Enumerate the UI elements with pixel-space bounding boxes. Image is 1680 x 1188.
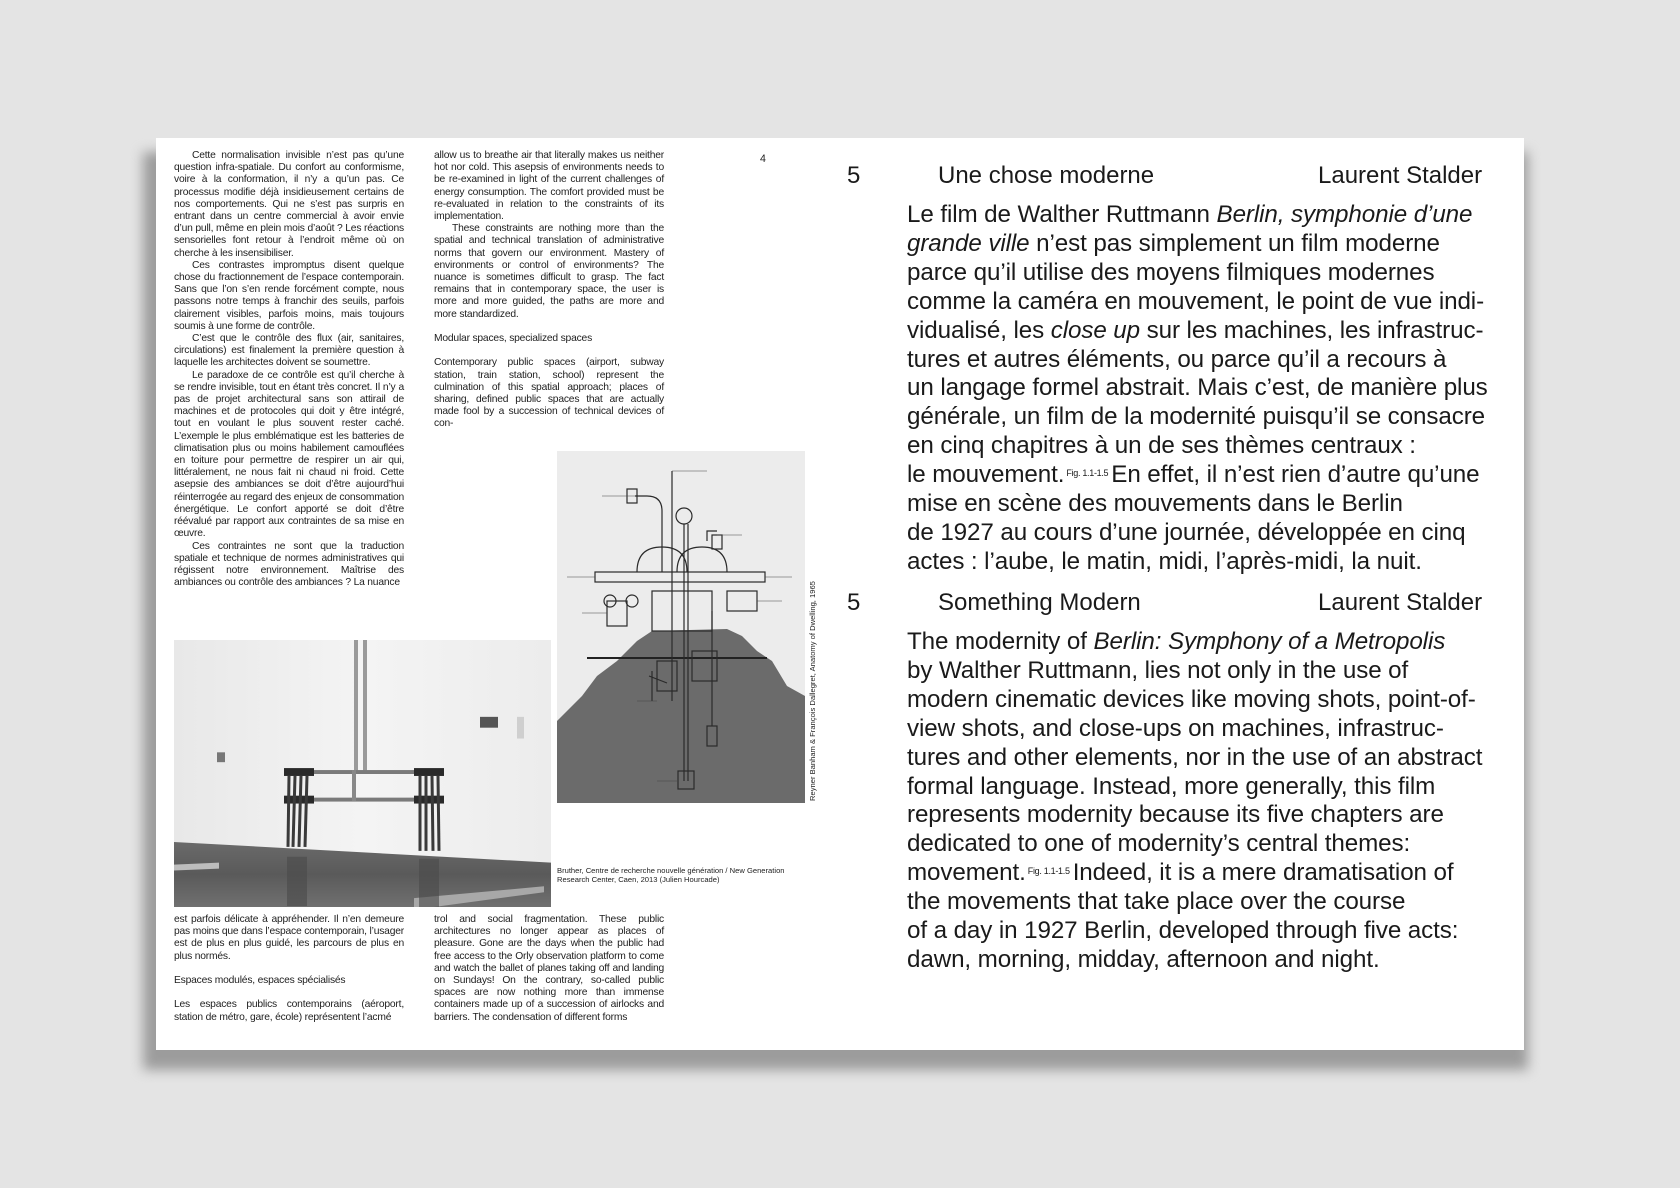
text-run: en cinq chapitres à un de ses thèmes centraux :: [907, 432, 1416, 460]
text-line: [907, 259, 1507, 288]
text-run: tures et autres éléments, ou parce qu’il a recours à: [907, 345, 1447, 373]
text-run: of a day in 1927 Berlin, developed through five acts:: [907, 917, 1459, 945]
section-title: Une chose moderne: [938, 162, 1155, 189]
architecture-photo: [174, 640, 551, 907]
text-line: [907, 230, 1507, 259]
text-run: actes : l’aube, le matin, midi, l’après-midi, la nuit.: [907, 547, 1422, 575]
italic-title: Berlin: Symphony of a Metropolis: [1093, 628, 1446, 655]
text-run: movement.: [907, 859, 1026, 887]
text-line: [907, 346, 1507, 375]
section-number: 5: [847, 589, 861, 616]
text-run: mise en scène des mouvements dans le Berlin: [907, 490, 1403, 518]
photo-manifold-pipes: [174, 640, 551, 907]
text-run: tures and other elements, nor in the use of an abstract: [907, 743, 1483, 771]
text-run: En effet, il n’est rien d’autre qu’une: [1111, 461, 1480, 489]
text-run: générale, un film de la modernité puisqu’il se consacre: [907, 403, 1486, 431]
text-run: Le film de Walther Ruttmann: [907, 201, 1217, 228]
text-line: [907, 548, 1507, 577]
text-line: [907, 288, 1507, 317]
text-line: [907, 461, 1507, 490]
section-title: Something Modern: [938, 589, 1141, 616]
left-column-1-top: [174, 150, 404, 589]
paragraph: allow us to breathe air that literally makes us neither hot nor cold. This asepsis of environments needs to be re-examined in light of the current challenges of energy consumption. The comfort provided must be re-evaluated in relation to the constraints of its implementation.: [434, 150, 664, 223]
book-spread: [156, 138, 1524, 1050]
paragraph: Ces contraintes ne sont que la traduction spatiale et technique de normes administratives qui régissent notre environnement. Maîtrise des ambiances ou contrôle des ambiances ? La nuance: [174, 540, 404, 589]
paragraph: est parfois délicate à appréhender. Il n’en demeure pas moins que dans l’espace contemporain, l’usager est de plus en plus guidé, les parcours de plus en plus normés.: [174, 914, 404, 962]
paragraph: Les espaces publics contemporains (aéroport, station de métro, gare, école) représentent l’acmé: [174, 999, 404, 1023]
left-column-2-top: [434, 150, 664, 431]
text-run: parce qu’il utilise des moyens filmiques modernes: [907, 258, 1435, 286]
text-line: [907, 432, 1507, 461]
text-run: modern cinematic devices like moving shots, point-of-: [907, 685, 1476, 713]
section-author: Laurent Stalder: [1318, 162, 1483, 189]
text-run: formal language. Instead, more generally, this film: [907, 772, 1436, 800]
text-line: [907, 490, 1507, 519]
paragraph: Ces contrastes impromptus disent quelque chose du fractionnement de l’espace contemporain. Sans que l’on s’en rende forcément compte, nous passons notre temps à franchir des seuils, parfois clairement visibles, parfois moins, mais toujours soumis à une forme de contrôle.: [174, 259, 404, 332]
photo-caption-line: Research Center, Caen, 2013 (Julien Hourcade): [557, 875, 720, 884]
text-line: [907, 374, 1507, 403]
paragraph: trol and social fragmentation. These public architectures no longer appear as places of pleasure. Gone are the days when the public had free access to the Orly observation platform to come and watch the ballet of planes taking off and landing on Sundays! On the contrary, so-called public spaces are now nothing more than immense containers made up of a succession of airlocks and barriers. The condensation of different forms: [434, 914, 664, 1023]
text-run: n’est pas simplement un film moderne: [1029, 229, 1440, 257]
text-run: le mouvement.: [907, 461, 1065, 489]
text-run: de 1927 au cours d’une journée, développée en cinq: [907, 518, 1466, 546]
diagram-illustration: [557, 451, 805, 803]
text-line: [907, 801, 1507, 830]
text-line: [907, 628, 1507, 657]
text-line: [907, 888, 1507, 917]
text-run: comme la caméra en mouvement, le point de vue indi-: [907, 287, 1485, 315]
text-run: Indeed, it is a mere dramatisation of: [1072, 859, 1454, 887]
text-run: sur les machines, les infrastruc-: [1140, 316, 1484, 344]
text-run: by Walther Ruttmann, lies not only in the use of: [907, 656, 1409, 684]
photo-caption-line: Bruther, Centre de recherche nouvelle génération / New Generation: [557, 866, 785, 875]
figure-reference: Fig. 1.1-1.5: [1027, 866, 1070, 877]
text-line: [907, 657, 1507, 686]
text-run: dawn, morning, midday, afternoon and night.: [907, 945, 1380, 973]
text-line: [907, 201, 1507, 230]
text-line: [907, 686, 1507, 715]
text-run: dedicated to one of modernity’s central themes:: [907, 830, 1411, 858]
text-line: [907, 773, 1507, 802]
text-run: vidualisé, les: [907, 316, 1051, 344]
paragraph: Le paradoxe de ce contrôle est qu’il cherche à se rendre invisible, tout en étant très concret. Il n’y a pas de projet architectural sans son attirail de machines et de protocoles qui doit y être intégré, tout en voulant le plus souvent rester caché. L’exemple le plus emblématique est les batteries de climatisation plus ou moins habilement camouflées en toiture pour permettre de respirer un air qui, littéralement, ne nous fait ni chaud ni froid. Cette asepsie des ambiances se doit d’être aujourd’hui réinterrogée au regard des enjeux de consommation énergétique. Le confort apporté se doit d’être réévalué par rapport aux contraintes de sa mise en œuvre.: [174, 369, 404, 540]
text-run: the movements that take place over the course: [907, 888, 1406, 916]
page-number: 4: [760, 153, 766, 165]
text-line: [907, 830, 1507, 859]
section-body: [907, 628, 1507, 975]
text-line: [907, 744, 1507, 773]
left-column-1-bottom: [174, 914, 404, 1024]
paragraph: C’est que le contrôle des flux (air, sanitaires, circulations) est finalement la première question à laquelle les architectes doivent se soumettre.: [174, 333, 404, 369]
text-line: [907, 917, 1507, 946]
photo-caption: [557, 866, 817, 884]
text-run: The modernity of: [907, 628, 1094, 655]
text-run: represents modernity because its five chapters are: [907, 801, 1444, 829]
text-run: view shots, and close-ups on machines, infrastruc-: [907, 714, 1444, 742]
text-line: [907, 715, 1507, 744]
italic-title: grande ville: [907, 229, 1030, 257]
left-column-2-bottom: [434, 914, 664, 1024]
section-number: 5: [847, 162, 861, 189]
section-author: Laurent Stalder: [1318, 589, 1483, 616]
section-heading-fr: Espaces modulés, espaces spécialisés: [174, 975, 346, 986]
text-line: [907, 519, 1507, 548]
text-line: [907, 403, 1507, 432]
paragraph: Cette normalisation invisible n’est pas qu’une question infra-spatiale. Du confort au conformisme, voire à la conformation, il n’y a qu’un pas. Ce processus modifie déjà insidieusement certains de nos comportements. Qui ne s’est pas surpris en entrant dans un centre commercial à avoir envie d’un pull, même en plein mois d’août ? Les réactions sensorielles font retour à l’endroit même où on cherche à les insensibiliser.: [174, 150, 404, 259]
figure-reference: Fig. 1.1-1.5: [1066, 468, 1109, 479]
paragraph: Contemporary public spaces (airport, subway station, train station, school) represent the culmination of this spatial approach; places of sharing, defined public spaces that are actually made fool by a succession of technical devices of con-: [434, 357, 664, 430]
italic-title: Berlin, symphonie d’une: [1216, 201, 1473, 228]
paragraph: These constraints are nothing more than the spatial and technical translation of administrative norms that govern our environment. Mastery of environments or control of environments? The nuance is sometimes difficult to grasp. The fact remains that in contemporary space, the user is more and more guided, the paths are more and more standardized.: [434, 223, 664, 320]
text-line: [907, 946, 1507, 975]
italic-title: close up: [1050, 316, 1140, 344]
text-run: un langage formel abstrait. Mais c’est, de manière plus: [907, 374, 1488, 402]
diagram-credit: Reyner Banham & François Dallegret, Anatomy of Dwelling, 1965: [808, 581, 817, 801]
section-heading-en: Modular spaces, specialized spaces: [434, 333, 593, 345]
anatomy-of-dwelling-diagram: [557, 451, 805, 803]
text-line: [907, 859, 1507, 888]
text-line: [907, 317, 1507, 346]
section-body: [907, 201, 1507, 577]
